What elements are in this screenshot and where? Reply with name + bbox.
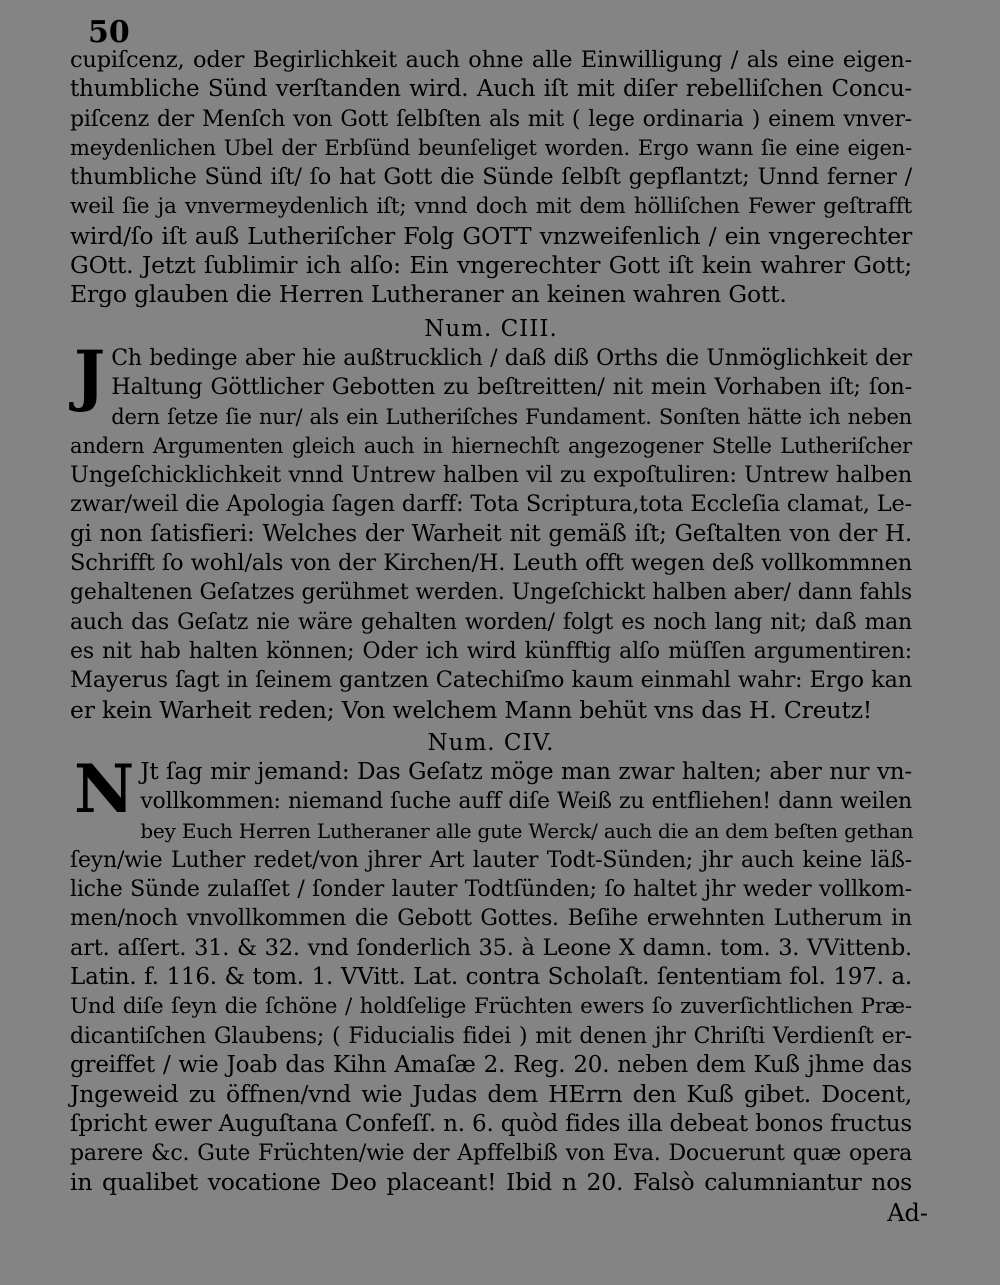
text-line: art. aſſert. 31. & 32. vnd ſonderlich 35. à Leone X damn. tom. 3. VVittenb. xyxy=(70,934,912,961)
text-line: auch das Geſatz nie wäre gehalten worden/ folgt es noch lang nit; daß man xyxy=(70,609,912,635)
section-num-civ xyxy=(70,728,912,1197)
text-line: Mayerus ſagt in ſeinem gantzen Catechiſmo kaum einmahl wahr: Ergo kan xyxy=(70,667,912,694)
text-line: andern Argumenten gleich auch in hiernechſt angezogener Stelle Lutheriſcher xyxy=(70,433,912,458)
text-line: thumbliche Sünd verſtanden wird. Auch iſt mit diſer rebelliſchen Concu- xyxy=(70,76,912,103)
text-line: es nit hab halten können; Oder ich wird künfftig alſo müſſen argumentiren: xyxy=(70,638,912,664)
text-line: Jt ſag mir jemand: Das Geſatz möge man zwar halten; aber nur vn- xyxy=(140,759,912,785)
drop-cap: J xyxy=(74,336,106,414)
text-line: Haltung Göttlicher Gebotten zu beſtreitten/ nit mein Vorhaben iſt; ſon- xyxy=(111,374,912,401)
text-line: parere &c. Gute Früchten/wie der Apffelbiß von Eva. Docuerunt quæ opera xyxy=(70,1140,912,1166)
text-line: in qualibet vocatione Deo placeant! Ibid n 20. Falsò calumniantur nos xyxy=(70,1168,912,1197)
text-line: Und diſe ſeyn die ſchöne / holdſelige Früchten ewers ſo zuverſichtlichen Præ- xyxy=(70,994,912,1020)
text-line: zwar/weil die Apologia ſagen darff: Tota Scriptura,tota Eccleſia clamat, Le- xyxy=(70,491,912,518)
text-line: greiffet / wie Joab das Kihn Amaſæ 2. Reg. 20. neben dem Kuß jhme das xyxy=(70,1051,912,1078)
page-number: 50 xyxy=(88,15,130,50)
catchword: Ad- xyxy=(887,1199,928,1227)
drop-cap: N xyxy=(74,750,135,828)
text-line: GOtt. Jetzt ſublimir ich alſo: Ein vngerechter Gott iſt kein wahrer Gott; xyxy=(70,251,912,280)
text-line: ſeyn/wie Luther redet/von jhrer Art lauter Todt-Sünden; jhr auch keine läß- xyxy=(70,847,912,873)
text-line: Schrifft ſo wohl/als von der Kirchen/H. Leuth offt wegen deß vollkommnen xyxy=(70,550,912,577)
text-line: ſpricht ewer Auguſtana Confeſſ. n. 6. quòd fides illa debeat bonos fructus xyxy=(70,1110,912,1137)
section-num-ciii xyxy=(70,314,912,725)
text-line: Jngeweid zu öffnen/vnd wie Judas dem HErrn den Kuß gibet. Docent, xyxy=(70,1080,912,1109)
text-line: weil ſie ja vnvermeydenlich iſt; vnnd doch mit dem hölliſchen Fewer geſtrafft xyxy=(70,194,912,220)
text-line: dicantiſchen Glaubens; ( Fiducialis fidei ) mit denen jhr Chriſti Verdienſt er- xyxy=(70,1023,912,1049)
text-line: Ergo glauben die Herren Lutheraner an keinen wahren Gott. xyxy=(70,280,787,309)
text-line: liche Sünde zulaſſet / ſonder lauter Todtſünden; ſo haltet jhr weder vollkom- xyxy=(70,877,912,903)
text-line: dern ſetze ſie nur/ als ein Lutheriſches Fundament. Sonſten hätte ich neben xyxy=(111,404,912,429)
section-heading: Num. CIII. xyxy=(424,316,558,342)
text-line: piſcenz der Menſch von Gott ſelbſten als mit ( lege ordinaria ) einem vnver- xyxy=(70,106,912,132)
text-line: Ungeſchicklichkeit vnnd Untrew halben vil zu expoſtuliren: Untrew halben xyxy=(70,462,912,489)
text-line: bey Euch Herren Lutheraner alle gute Werck/ auch die an dem beſten gethan xyxy=(140,818,914,843)
text-line: wird/ſo iſt auß Lutheriſcher Folg GOTT vnzweifenlich / ein vngerechter xyxy=(70,221,912,250)
text-line: meydenlichen Ubel der Erbſünd beunſeliget worden. Ergo wann ſie eine eigen- xyxy=(70,135,912,160)
section-heading: Num. CIV. xyxy=(427,730,555,756)
text-line: vollkommen: niemand ſuche auff diſe Weiß zu entfliehen! dann weilen xyxy=(140,789,912,815)
text-line: Latin. f. 116. & tom. 1. VVitt. Lat. contra Scholaſt. ſententiam fol. 197. a. xyxy=(70,964,912,991)
text-line: thumbliche Sünd iſt/ ſo hat Gott die Sünde ſelbſt gepflantzt; Unnd ferner / xyxy=(70,164,912,191)
text-line: er kein Warheit reden; Von welchem Mann behüt vns das H. Creutz! xyxy=(70,695,873,724)
text-line: cupiſcenz, oder Begirlichkeit auch ohne alle Einwilligung / als eine eigen- xyxy=(70,47,912,73)
text-line: gi non ſatisfieri: Welches der Warheit nit gemäß iſt; Geſtalten von der H. xyxy=(70,520,912,547)
paragraph-continuation xyxy=(70,46,912,310)
text-line: gehaltenen Geſatzes gerühmet werden. Ungeſchickt halben aber/ dann fahls xyxy=(70,580,912,606)
text-line: Ch bedinge aber hie außtrucklich / daß diß Orths die Unmöglichkeit der xyxy=(111,346,912,371)
text-line: men/noch vnvollkommen die Gebott Gottes. Beſihe erwehnten Lutherum in xyxy=(70,906,912,932)
